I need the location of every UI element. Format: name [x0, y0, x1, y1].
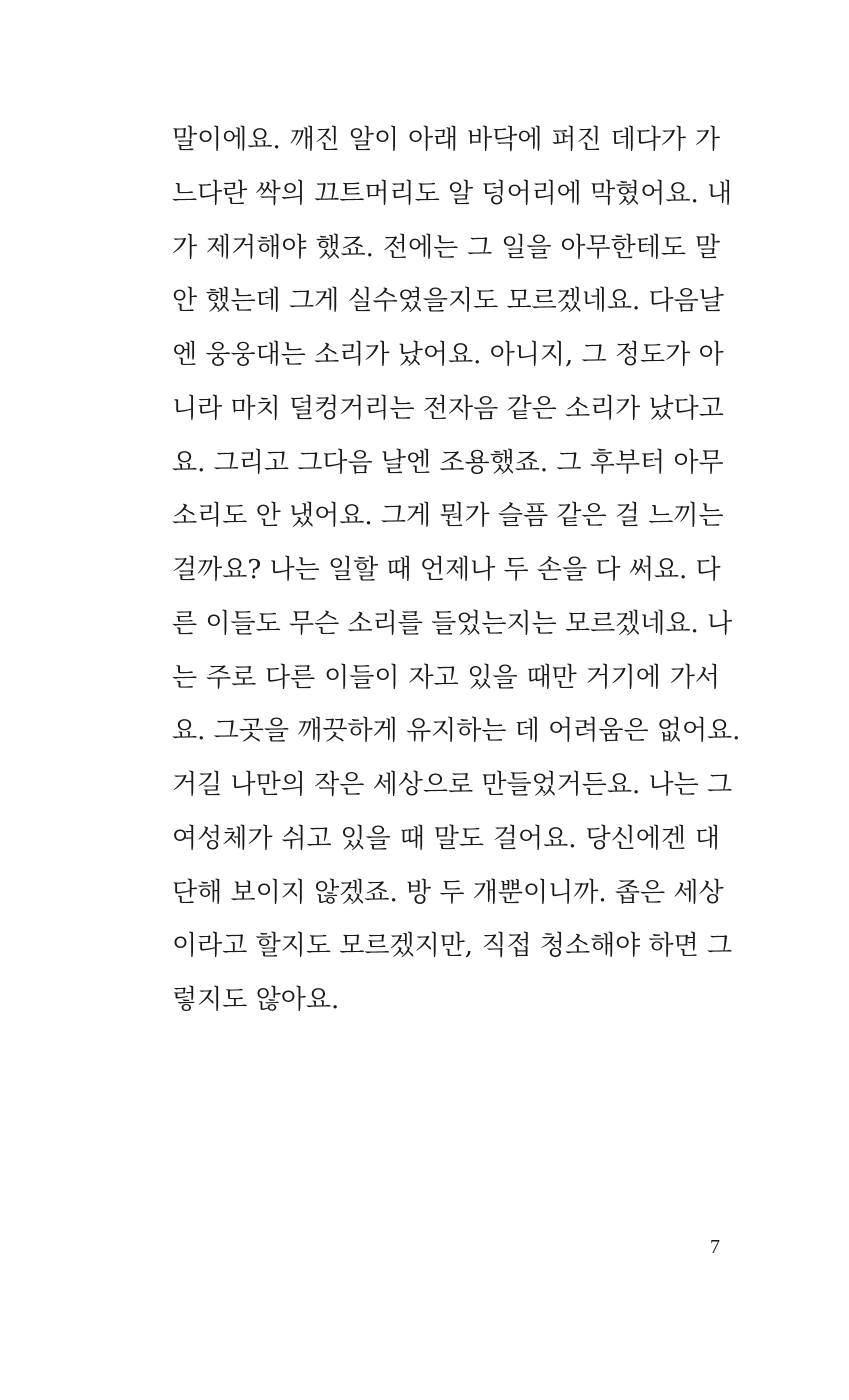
- text-line: 걸까요? 나는 일할 때 언제나 두 손을 다 써요. 다: [172, 555, 721, 585]
- text-line: 른 이들도 무슨 소리를 들었는지는 모르겠네요. 나: [172, 608, 733, 639]
- text-line: 안 했는데 그게 실수였을지도 모르겠네요. 다음날: [172, 286, 724, 317]
- page-number: 7: [710, 1236, 720, 1258]
- text-line: 엔 웅웅대는 소리가 났어요. 아니지, 그 정도가 아: [172, 340, 724, 370]
- text-line: 거길 나만의 작은 세상으로 만들었거든요. 나는 그: [172, 770, 733, 800]
- text-line: 소리도 안 냈어요. 그게 뭔가 슬픔 같은 걸 느끼는: [172, 501, 724, 532]
- text-line: 말이에요. 깨진 알이 아래 바닥에 퍼진 데다가 가: [172, 125, 720, 155]
- text-line: 요. 그곳을 깨끗하게 유지하는 데 어려움은 없어요.: [172, 716, 741, 747]
- text-line: 는 주로 다른 이들이 자고 있을 때만 거기에 가서: [172, 662, 720, 693]
- text-line: 느다란 싹의 끄트머리도 알 덩어리에 막혔어요. 내: [172, 178, 733, 209]
- body-paragraph: [172, 118, 741, 1032]
- text-line: 단해 보이지 않겠죠. 방 두 개뿐이니까. 좁은 세상: [172, 877, 724, 908]
- text-line: 여성체가 쉬고 있을 때 말도 걸어요. 당신에겐 대: [172, 823, 720, 854]
- text-line: 가 제거해야 했죠. 전에는 그 일을 아무한테도 말: [172, 232, 720, 263]
- text-line: 렇지도 않아요.: [172, 985, 340, 1015]
- text-line: 니라 마치 덜컹거리는 전자음 같은 소리가 났다고: [172, 393, 724, 424]
- text-line: 요. 그리고 그다음 날엔 조용했죠. 그 후부터 아무: [172, 447, 724, 478]
- text-line: 이라고 할지도 모르겠지만, 직접 청소해야 하면 그: [172, 931, 733, 962]
